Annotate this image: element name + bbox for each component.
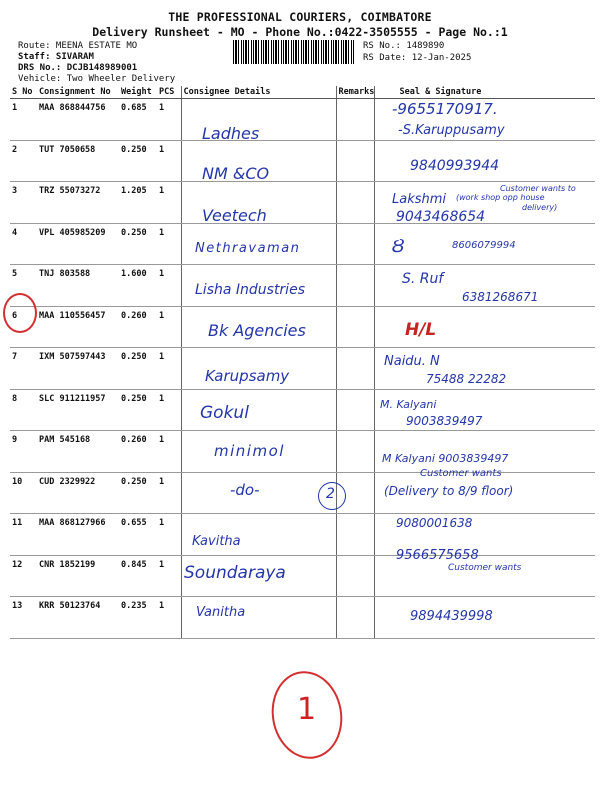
weight: 0.845 [119,555,157,597]
pcs: 1 [157,182,181,224]
consignment-no: CNR 1852199 [37,555,119,597]
consignment-no: SLC 911211957 [37,389,119,431]
remarks-cell [336,555,374,597]
consignment-no: CUD 2329922 [37,472,119,514]
handwritten-signature: 9566575658 [396,548,479,563]
sno: 3 [10,182,37,224]
handwritten-consignee: Nethravaman [195,241,301,256]
handwritten-remark: (Delivery to 8/9 floor) [384,484,514,498]
handwritten-consignee: Soundaraya [184,563,286,583]
handwritten-remark: Customer wants [448,563,522,573]
weight: 0.250 [119,389,157,431]
handwritten-signature: 9080001638 [396,516,473,530]
pcs: 1 [157,597,181,639]
handwritten-remark: (work shop opp house [456,193,545,202]
vehicle-label: Vehicle: Two Wheeler Delivery [18,74,176,84]
weight: 0.235 [119,597,157,639]
sno: 11 [10,514,37,556]
consignment-no: IXM 507597443 [37,348,119,390]
consignment-no: TNJ 803588 [37,265,119,307]
handwritten-signature: 9840993944 [410,158,500,174]
handwritten-consignee: minimol [214,442,285,460]
table-row [10,99,595,141]
sno: 2 [10,140,37,182]
handwritten-signature: 9043468654 [396,209,486,225]
rs-number: RS No.: 1489890 [363,41,445,51]
red-stamp-number: 1 [297,692,317,727]
sno: 12 [10,555,37,597]
col-signature: Seal & Signature [374,86,595,99]
remarks-cell [336,182,374,224]
handwritten-signature: 75488 22282 [426,372,507,386]
remarks-cell [336,389,374,431]
handwritten-consignee: NM &CO [202,164,270,183]
pcs: 1 [157,431,181,473]
handwritten-consignee: Vanitha [196,605,246,620]
drs-number: DRS No.: DCJB148989001 [18,63,138,73]
handwritten-remark: Customer wants [420,468,502,479]
weight: 0.260 [119,306,157,348]
handwritten-signature: M Kalyani 9003839497 [382,452,509,465]
handwritten-signature: -9655170917. [392,100,498,118]
pcs: 1 [157,514,181,556]
weight: 0.250 [119,472,157,514]
handwritten-signature: 6381268671 [462,290,539,304]
handwritten-signature: -S.Karuppusamy [398,123,505,138]
weight: 0.260 [119,431,157,473]
handwritten-consignee: Karupsamy [205,367,290,385]
sno: 9 [10,431,37,473]
consignment-no: MAA 110556457 [37,306,119,348]
handwritten-signature: Naidu. N [384,354,440,369]
sno: 7 [10,348,37,390]
handwritten-remark: delivery) [522,203,558,212]
handwritten-signature: Ȣ [392,236,405,257]
handwritten-consignee: Bk Agencies [208,321,306,340]
sno: 8 [10,389,37,431]
remarks-cell [336,597,374,639]
handwritten-consignee: Veetech [202,206,267,225]
table-row [10,555,595,597]
table-row [10,389,595,431]
handwritten-consignee: -do- [230,481,260,499]
sno: 13 [10,597,37,639]
col-sno: S No [10,86,37,99]
remarks-cell [336,223,374,265]
pcs: 1 [157,555,181,597]
consignment-no: TRZ 55073272 [37,182,119,224]
weight: 0.250 [119,140,157,182]
consignment-no: TUT 7050658 [37,140,119,182]
handwritten-consignee: Kavitha [192,534,241,549]
remarks-cell [336,140,374,182]
table-header-row [10,86,595,99]
handwritten-signature: H/L [405,320,437,340]
consignment-no: VPL 405985209 [37,223,119,265]
weight: 0.250 [119,223,157,265]
pcs: 1 [157,389,181,431]
runsheet-table [10,86,595,639]
pcs: 1 [157,140,181,182]
pcs: 1 [157,265,181,307]
weight: 0.655 [119,514,157,556]
staff-label: Staff: SIVARAM [18,52,94,62]
col-remarks: Remarks [336,86,374,99]
handwritten-consignee: Gokul [200,403,249,423]
remarks-cell [336,348,374,390]
pcs: 1 [157,99,181,141]
weight: 0.685 [119,99,157,141]
handwritten-remark: Customer wants to [500,184,576,193]
col-consignee: Consignee Details [181,86,336,99]
col-consignment: Consignment No [37,86,119,99]
consignment-no: MAA 868844756 [37,99,119,141]
handwritten-signature: 8606079994 [452,240,516,251]
table-row [10,348,595,390]
sno: 10 [10,472,37,514]
pcs: 1 [157,306,181,348]
consignment-no: KRR 50123764 [37,597,119,639]
handwritten-signature: M. Kalyani [380,398,437,411]
handwritten-signature: 9003839497 [406,414,483,428]
runsheet-subtitle: Delivery Runsheet - MO - Phone No.:0422-3505555 - Page No.:1 [92,25,508,39]
col-pcs: PCS [157,86,181,99]
row-highlight-circle [3,293,37,333]
remarks-cell [336,514,374,556]
company-title: THE PROFESSIONAL COURIERS, COIMBATORE [168,10,432,24]
col-weight: Weight [119,86,157,99]
route-label: Route: MEENA ESTATE MO [18,41,138,51]
barcode [233,40,355,64]
remarks-cell [336,99,374,141]
pcs: 1 [157,223,181,265]
remarks-cell [336,431,374,473]
handwritten-consignee: Ladhes [202,124,260,143]
handwritten-consignee: Lisha Industries [195,282,305,298]
remarks-cell [336,306,374,348]
weight: 1.205 [119,182,157,224]
consignment-no: PAM 545168 [37,431,119,473]
handwritten-signature: 9894439998 [410,609,493,624]
sno: 6 [10,306,37,348]
weight: 1.600 [119,265,157,307]
handwritten-signature: Lakshmi [392,192,447,207]
pcs: 1 [157,472,181,514]
consignment-no: MAA 868127966 [37,514,119,556]
remarks-cell [336,265,374,307]
pcs: 1 [157,348,181,390]
circled-count-number: 2 [326,486,335,502]
weight: 0.250 [119,348,157,390]
sno: 1 [10,99,37,141]
table-row [10,514,595,556]
table-row [10,597,595,639]
sno: 4 [10,223,37,265]
rs-date: RS Date: 12-Jan-2025 [363,53,472,63]
sno: 5 [10,265,37,307]
handwritten-signature: S. Ruf [402,271,444,287]
table-row [10,140,595,182]
